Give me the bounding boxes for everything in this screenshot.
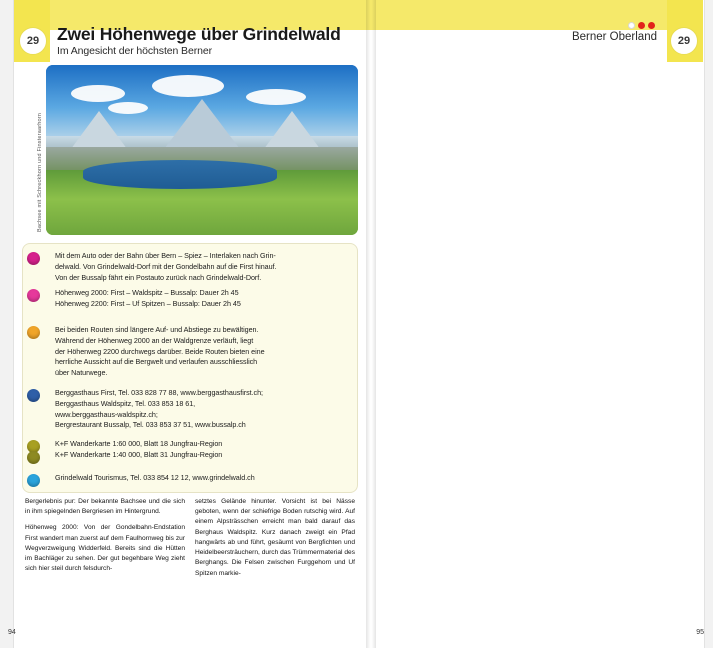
unterkunft-line: Berggasthaus First, Tel. 033 828 77 88, www.berggasthausfirst.ch; [55, 388, 263, 397]
running-head: Berner Oberland [571, 31, 657, 43]
unterkunft-line: Bergrestaurant Bussalp, Tel. 033 853 37 51, www.bussalp.ch [55, 420, 246, 430]
left-page-edge [0, 0, 14, 648]
info-text-tourism [55, 473, 351, 484]
route-line: Höhenweg 2000: First – Waldspitz – Bussalp: Dauer 2h 45 [55, 288, 239, 297]
book-gutter [366, 0, 376, 648]
anreise-text [55, 251, 351, 283]
karte-text-1 [55, 439, 351, 450]
page-subtitle: Im Angesicht der höchsten Berner [57, 45, 212, 58]
folio-left: 94 [8, 629, 16, 636]
body-paragraph: setztes Gelände hinunter. Vorsicht ist bei Nässe geboten, wenn der schiefrige Boden rutschig wird. Auf einem Alpsträsschen erreicht man bald darauf das Berghaus Waldspitz. Kurz danach zweigt ein Pfad hangwärts ab und führt, gesäumt von Bergfichten und Heidelbeersträuchern, durch das Trümmermaterial des Berghangs. Die Felsen zwischen Furggehorn und Uf Spitzen markie- [195, 498, 355, 577]
dot-red-icon [638, 22, 645, 29]
dot-red-icon [648, 22, 655, 29]
photo-caption-vertical: Bachsee mit Schreckhorn und Finsteraarhorn [37, 112, 43, 232]
route-icon [27, 289, 40, 302]
schwierigkeit-line: der Höhenweg 2200 durchwegs darüber. Beide Routen bieten eine [55, 346, 265, 356]
unterkunft-line: Berggasthaus Waldspitz, Tel. 033 853 18 61, [55, 398, 196, 408]
anreise-icon [27, 252, 40, 265]
difficulty-dots [628, 22, 655, 29]
route-text [55, 288, 351, 310]
schwierigkeit-line: herrliche Aussicht auf die Bergwelt und verlaufen ausschliesslich [55, 357, 258, 367]
karte-line: K+F Wanderkarte 1:60 000, Blatt 18 Jungfrau-Region [55, 439, 223, 448]
karte-icon [27, 451, 40, 464]
chapter-badge-left: 29 [20, 28, 46, 54]
landscape-photo [46, 65, 358, 235]
chapter-badge-right: 29 [671, 28, 697, 54]
trip-info-box [22, 243, 358, 493]
anreise-line: Von der Bussalp fährt ein Postauto zurück nach Grindelwald-Dorf. [55, 272, 262, 282]
schwierigkeit-line: Während der Höhenweg 2000 an der Waldgrenze verläuft, liegt [55, 335, 254, 345]
body-paragraph: Höhenweg 2000: Von der Gondelbahn-Endstation First wandert man zuerst auf dem Faulhornweg bis zur Wegverzweigung Widderfeld. Bereits sind die Hütten im Bachläger zu sehen. Der gut begehbare Weg zieht sich hier steil durch felsdurch- [25, 524, 185, 573]
anreise-line: delwald. Von Grindelwald-Dorf mit der Gondelbahn auf die First hinauf. [55, 261, 277, 271]
info-icon [27, 474, 40, 487]
route-line: Höhenweg 2200: First – Uf Spitzen – Bussalp: Dauer 2h 45 [55, 298, 241, 308]
page-title-block [57, 25, 357, 57]
left-body-columns [25, 497, 355, 619]
unterkunft-icon [27, 389, 40, 402]
photo-lake [83, 160, 276, 189]
schwierigkeit-text [55, 325, 351, 379]
unterkunft-line: www.berggasthaus-waldspitz.ch; [55, 409, 158, 419]
anreise-line: Mit dem Auto oder der Bahn über Bern – Spiez – Interlaken nach Grin- [55, 251, 276, 260]
left-body-column-1 [25, 497, 185, 619]
schwierigkeit-icon [27, 326, 40, 339]
karte-line: K+F Wanderkarte 1:40 000, Blatt 31 Jungfrau-Region [55, 450, 223, 459]
left-body-column-2 [195, 497, 355, 619]
page-right [368, 0, 713, 648]
unterkunft-text [55, 388, 351, 431]
info-line: Grindelwald Tourismus, Tel. 033 854 12 12, www.grindelwald.ch [55, 473, 255, 482]
karte-text-2 [55, 450, 351, 461]
dot-hollow-icon [628, 22, 635, 29]
folio-right: 95 [696, 629, 704, 636]
schwierigkeit-line: über Naturwege. [55, 368, 108, 378]
cloud-shape [246, 89, 306, 105]
right-page-edge [704, 0, 713, 648]
schwierigkeit-line: Bei beiden Routen sind längere Auf- und Abstiege zu bewältigen. [55, 325, 259, 334]
photo-legend-paragraph: Bergerlebnis pur: Der bekannte Bachsee und die sich in ihm spiegelnden Bergriesen im Hintergrund. [25, 498, 185, 516]
page-title: Zwei Höhenwege über Grindelwald [57, 24, 341, 44]
